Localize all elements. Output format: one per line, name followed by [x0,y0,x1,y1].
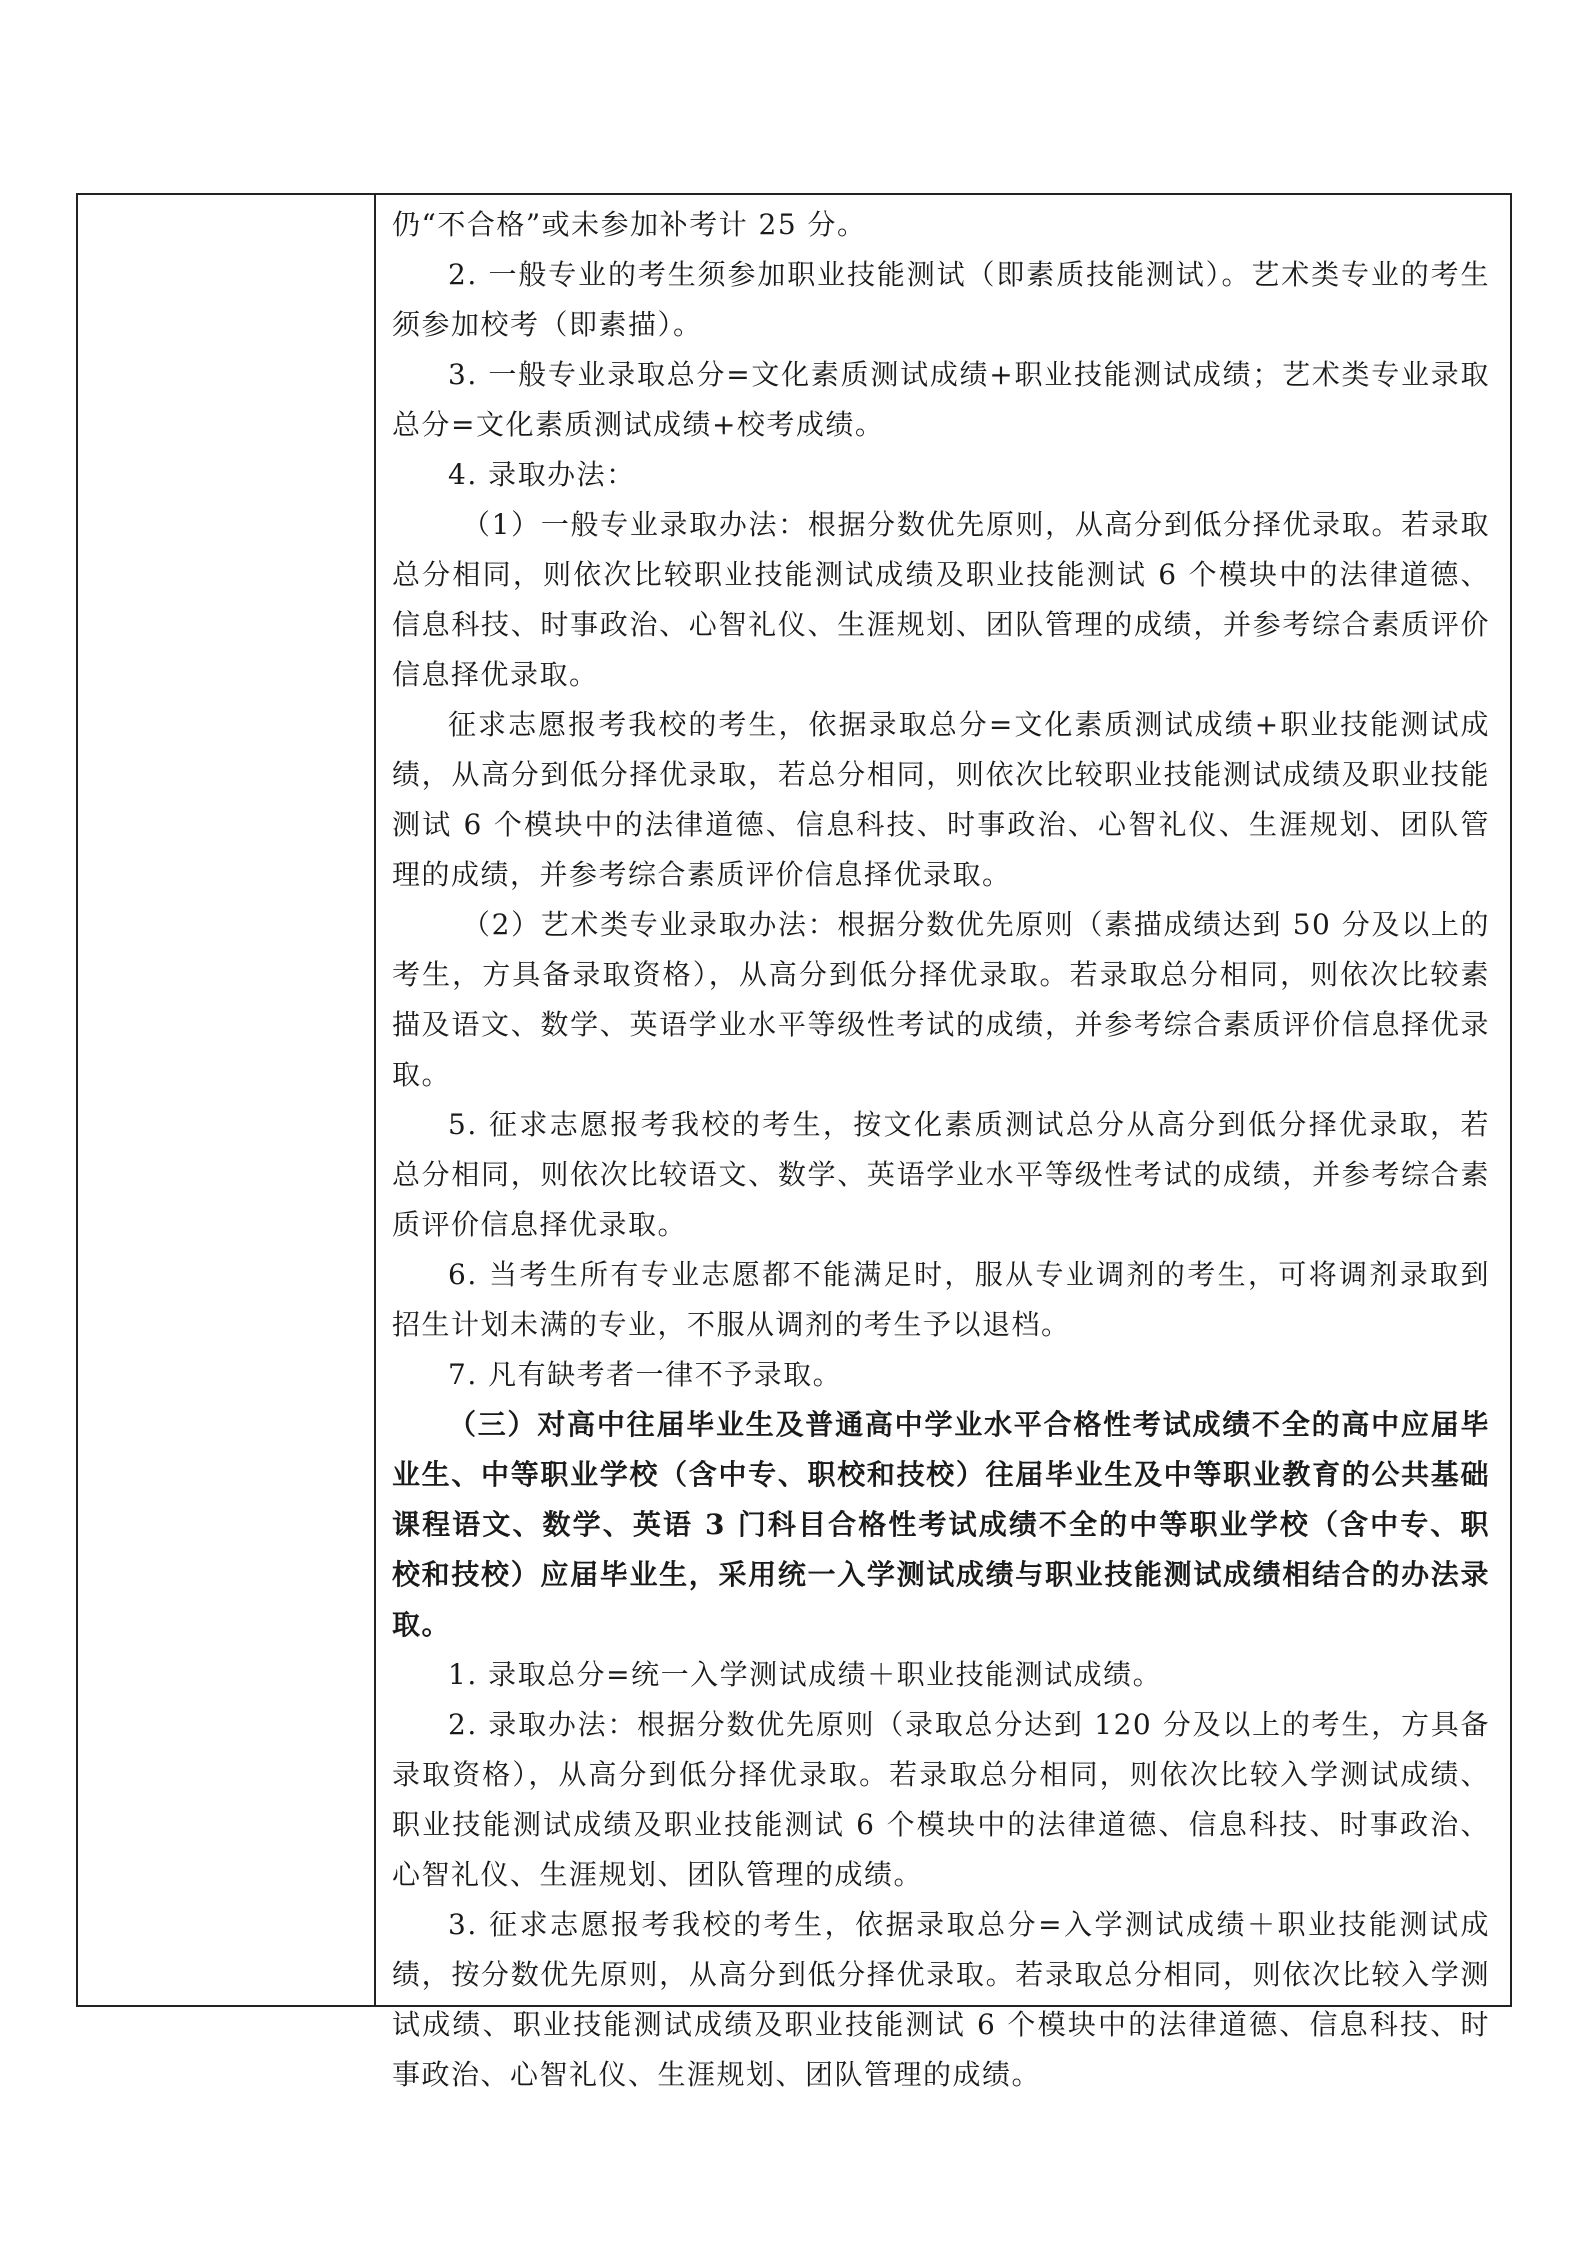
table-content-cell [376,195,1510,2091]
paragraph-s3-item-1: 1. 录取总分=统一入学测试成绩＋职业技能测试成绩。 [448,1658,1163,1691]
paragraph-item-7: 7. 凡有缺考者一律不予录取。 [448,1358,843,1391]
paragraph-s3-item-3: 3. 征求志愿报考我校的考生，依据录取总分=入学测试成绩＋职业技能测试成绩，按分数优先原则，从高分到低分择优录取。若录取总分相同，则依次比较入学测试成绩、职业技能测试成绩及职业技能测试 6 个模块中的法律道德、信息科技、时事政治、心智礼仪、生涯规划、团队管理的成绩。 [392,1908,1490,2091]
document-table [76,193,1512,2091]
paragraph-continuation: 仍“不合格”或未参加补考计 25 分。 [392,208,867,241]
paragraph-item-6: 6. 当考生所有专业志愿都不能满足时，服从专业调剂的考生，可将调剂录取到招生计划未满的专业，不服从调剂的考生予以退档。 [392,1258,1490,1341]
paragraph-s3-item-2: 2. 录取办法：根据分数优先原则（录取总分达到 120 分及以上的考生，方具备录取资格），从高分到低分择优录取。若录取总分相同，则依次比较入学测试成绩、职业技能测试成绩及职业技能测试 6 个模块中的法律道德、信息科技、时事政治、心智礼仪、生涯规划、团队管理的成绩。 [392,1708,1490,1891]
table-left-cell [78,195,376,2005]
paragraph-sub-2: （2）艺术类专业录取办法：根据分数优先原则（素描成绩达到 50 分及以上的考生，方具备录取资格），从高分到低分择优录取。若录取总分相同，则依次比较素描及语文、数学、英语学业水平等级性考试的成绩，并参考综合素质评价信息择优录取。 [392,908,1490,1091]
paragraph-sub-1: （1）一般专业录取办法：根据分数优先原则，从高分到低分择优录取。若录取总分相同，则依次比较职业技能测试成绩及职业技能测试 6 个模块中的法律道德、信息科技、时事政治、心智礼仪、生涯规划、团队管理的成绩，并参考综合素质评价信息择优录取。 [392,508,1490,691]
paragraph-item-5: 5. 征求志愿报考我校的考生，按文化素质测试总分从高分到低分择优录取，若总分相同，则依次比较语文、数学、英语学业水平等级性考试的成绩，并参考综合素质评价信息择优录取。 [392,1108,1490,1241]
paragraph-item-2: 2. 一般专业的考生须参加职业技能测试（即素质技能测试）。艺术类专业的考生须参加校考（即素描）。 [392,258,1490,341]
section-heading-3: （三）对高中往届毕业生及普通高中学业水平合格性考试成绩不全的高中应届毕业生、中等职业学校（含中专、职校和技校）往届毕业生及中等职业教育的公共基础课程语文、数学、英语 3 门科目合格性考试成绩不全的中等职业学校（含中专、职校和技校）应届毕业生，采用统一入学测试成绩与职业技能测试成绩相结合的办法录取。 [392,1408,1490,1641]
paragraph-supplementary: 征求志愿报考我校的考生，依据录取总分=文化素质测试成绩+职业技能测试成绩，从高分到低分择优录取，若总分相同，则依次比较职业技能测试成绩及职业技能测试 6 个模块中的法律道德、信息科技、时事政治、心智礼仪、生涯规划、团队管理的成绩，并参考综合素质评价信息择优录取。 [392,708,1490,891]
paragraph-item-3: 3. 一般专业录取总分=文化素质测试成绩+职业技能测试成绩；艺术类专业录取总分=文化素质测试成绩+校考成绩。 [392,358,1490,441]
paragraph-item-4: 4. 录取办法： [448,458,636,491]
